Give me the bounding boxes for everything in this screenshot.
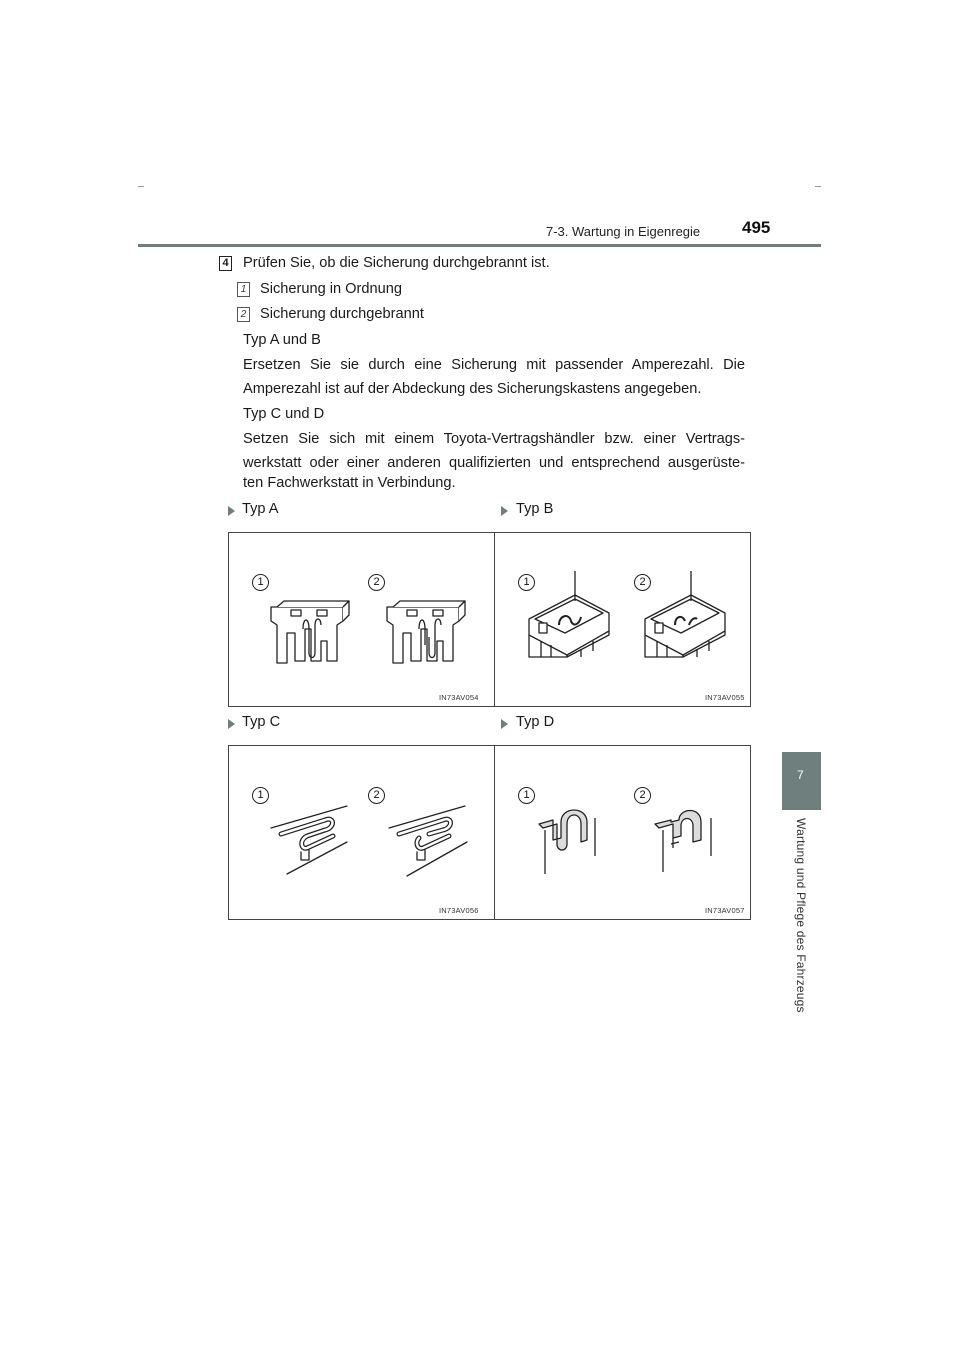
item-marker-2: 2 (237, 307, 250, 322)
item-label-1: Sicherung in Ordnung (260, 281, 402, 297)
type-cd-text-line2: werkstatt oder einer anderen qualifizierten und entsprechend ausgerüste- (243, 455, 745, 471)
figure-d-frame (494, 745, 751, 920)
type-cd-text-line1: Setzen Sie sich mit einem Toyota-Vertragshändler bzw. einer Vertrags- (243, 431, 745, 447)
figure-label-a: Typ A (242, 501, 279, 517)
figure-label-c: Typ C (242, 714, 281, 730)
figure-label-b: Typ B (516, 501, 554, 517)
type-cd-heading: Typ C und D (243, 406, 325, 422)
figure-c-frame (228, 745, 496, 920)
figure-code: IN73AV057 (705, 906, 745, 915)
triangle-bullet-icon (501, 719, 508, 729)
figure-code: IN73AV054 (439, 693, 479, 702)
callout-2: 2 (368, 787, 385, 804)
callout-2: 2 (634, 787, 651, 804)
figure-a-frame (228, 532, 496, 707)
item-label-2: Sicherung durchgebrannt (260, 306, 424, 322)
type-ab-text-line2: Amperezahl ist auf der Abdeckung des Sicherungskastens angegeben. (243, 381, 702, 397)
page-number: 495 (742, 218, 771, 237)
callout-2: 2 (368, 574, 385, 591)
crop-mark-right (815, 186, 821, 187)
figure-code: IN73AV056 (439, 906, 479, 915)
blade-fuse-icon (229, 533, 495, 706)
crop-mark-left (138, 186, 144, 187)
step-number-box: 4 (219, 256, 232, 271)
triangle-bullet-icon (501, 506, 508, 516)
type-ab-heading: Typ A und B (243, 332, 321, 348)
callout-1: 1 (252, 574, 269, 591)
callout-1: 1 (518, 787, 535, 804)
chapter-title: Wartung und Pflege des Fahrzeugs (794, 818, 808, 1013)
callout-1: 1 (252, 787, 269, 804)
callout-1: 1 (518, 574, 535, 591)
step-text: Prüfen Sie, ob die Sicherung durchgebrannt ist. (243, 255, 550, 271)
header-rule (138, 244, 821, 247)
section-title: 7-3. Wartung in Eigenregie (546, 224, 701, 239)
cartridge-fuse-icon (495, 533, 750, 706)
type-ab-text-line1: Ersetzen Sie sie durch eine Sicherung mit passender Amperezahl. Die (243, 357, 745, 373)
figure-label-d: Typ D (516, 714, 555, 730)
strip-fuse-icon (495, 746, 750, 919)
triangle-bullet-icon (228, 719, 235, 729)
chapter-number: 7 (797, 768, 804, 782)
type-cd-text-line3: ten Fachwerkstatt in Verbindung. (243, 475, 456, 491)
figure-b-frame (494, 532, 751, 707)
wire-fuse-icon (229, 746, 495, 919)
item-marker-1: 1 (237, 282, 250, 297)
figure-code: IN73AV055 (705, 693, 745, 702)
callout-2: 2 (634, 574, 651, 591)
triangle-bullet-icon (228, 506, 235, 516)
